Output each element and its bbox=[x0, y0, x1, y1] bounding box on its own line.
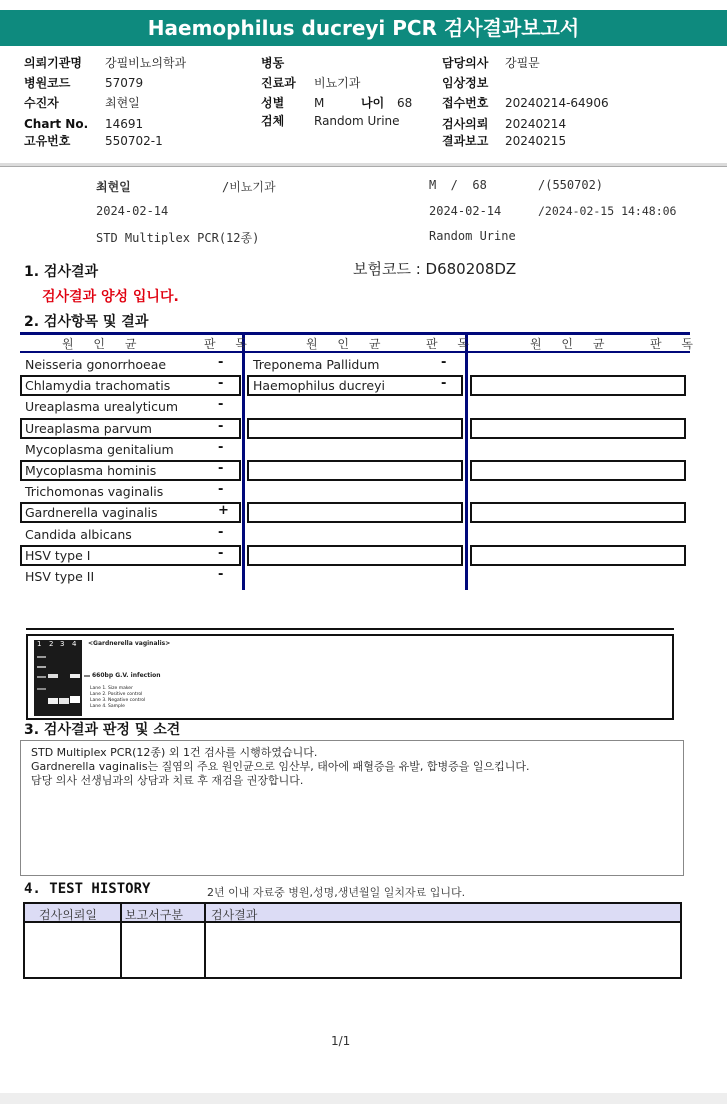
col1-organism: HSV type I bbox=[25, 547, 91, 563]
summary-name: 최현일 bbox=[96, 180, 131, 194]
info-value-request-date: 20240214 bbox=[505, 117, 567, 131]
info-value-age: 68 bbox=[397, 96, 413, 110]
col1-organism: HSV type II bbox=[25, 569, 95, 584]
opinion-line-3: 담당 의사 선생님과의 상담과 치료 후 재검을 권장합니다. bbox=[31, 774, 304, 787]
info-value-report-date: 20240215 bbox=[505, 134, 567, 148]
col1-result: - bbox=[218, 355, 224, 370]
gel-title: <Gardnerella vaginalis> bbox=[88, 640, 171, 647]
col3-row-box bbox=[470, 460, 686, 481]
summary-specimen: Random Urine bbox=[429, 229, 516, 243]
gel-lane-2: 2 bbox=[49, 640, 54, 648]
gel-band-label: 660bp G.V. infection bbox=[92, 672, 161, 679]
history-col-divider-1 bbox=[120, 904, 122, 977]
col3-header-result: 판 독 bbox=[650, 337, 701, 351]
gel-legend-2: Lane 2. Positive control bbox=[90, 692, 143, 697]
history-header-report-type: 보고서구분 bbox=[125, 908, 183, 922]
table-divider-2 bbox=[465, 332, 468, 590]
col1-result: - bbox=[218, 397, 224, 413]
col1-header-result: 판 독 bbox=[204, 337, 255, 351]
info-label-ward: 병동 bbox=[261, 56, 285, 70]
col2-row-box bbox=[247, 545, 463, 566]
info-value-chart-no: 14691 bbox=[105, 117, 144, 131]
info-label-patient: 수진자 bbox=[24, 96, 59, 110]
info-label-doctor: 담당의사 bbox=[442, 56, 489, 70]
col2-header-result: 판 독 bbox=[426, 337, 477, 351]
info-value-unique-no: 550702-1 bbox=[105, 134, 163, 148]
col2-organism: Treponema Pallidum bbox=[253, 357, 380, 372]
info-label-request-date: 검사의뢰 bbox=[442, 117, 489, 131]
col1-organism: Ureaplasma urealyticum bbox=[25, 399, 179, 415]
col1-result: - bbox=[218, 418, 224, 434]
report-title: Haemophilus ducreyi PCR 검사결과보고서 bbox=[0, 10, 727, 46]
gel-band-ladder-3 bbox=[37, 676, 46, 678]
col1-organism: Trichomonas vaginalis bbox=[25, 484, 164, 500]
info-block bbox=[0, 54, 727, 154]
col1-result: + bbox=[218, 503, 229, 519]
info-label-hospital-code: 병원코드 bbox=[24, 76, 71, 90]
info-label-specimen: 검체 bbox=[261, 114, 285, 128]
col3-row-box bbox=[470, 375, 686, 396]
col1-result: - bbox=[218, 567, 224, 582]
table-divider-1 bbox=[242, 332, 245, 590]
footer-band bbox=[0, 1093, 727, 1104]
col2-row-box bbox=[247, 460, 463, 481]
section4-title: 4. TEST HISTORY bbox=[24, 881, 151, 897]
col3-row-box bbox=[470, 418, 686, 439]
opinion-panel bbox=[20, 740, 684, 876]
col1-organism: Mycoplasma genitalium bbox=[25, 441, 174, 457]
gel-top-rule bbox=[26, 628, 674, 630]
history-header-result: 검사결과 bbox=[211, 908, 258, 922]
section3-title: 3. 검사결과 판정 및 소견 bbox=[24, 722, 181, 738]
gel-lane-1: 1 bbox=[37, 640, 42, 648]
summary-dept: /비뇨기과 bbox=[222, 180, 276, 194]
summary-id: /(550702) bbox=[538, 178, 604, 192]
info-value-doctor: 강필문 bbox=[505, 56, 540, 70]
opinion-line-2: Gardnerella vaginalis는 질염의 주요 원인균으로 임산부, 태아에 패혈증을 유발, 합병증을 일으킵니다. bbox=[31, 760, 530, 773]
info-value-requester: 강필비뇨의학과 bbox=[105, 56, 187, 70]
col1-organism: Chlamydia trachomatis bbox=[25, 378, 171, 394]
info-value-patient: 최현일 bbox=[105, 96, 140, 110]
info-value-receipt-no: 20240214-64906 bbox=[505, 96, 609, 110]
info-value-hospital-code: 57079 bbox=[105, 76, 144, 90]
info-value-sex: M bbox=[314, 96, 325, 110]
col1-organism: Ureaplasma parvum bbox=[25, 420, 152, 436]
history-note: 2년 이내 자료중 병원,성명,생년월일 일치자료 입니다. bbox=[207, 886, 466, 899]
col1-result: - bbox=[218, 461, 224, 476]
header-separator bbox=[0, 163, 727, 167]
info-label-unique-no: 고유번호 bbox=[24, 134, 71, 148]
info-label-clinical: 임상정보 bbox=[442, 76, 489, 90]
result-summary: 검사결과 양성 입니다. bbox=[42, 289, 179, 305]
info-label-age: 나이 bbox=[361, 96, 385, 110]
col1-organism: Gardnerella vaginalis bbox=[25, 505, 158, 521]
info-label-requester: 의뢰기관명 bbox=[24, 56, 82, 70]
gel-band-ladder-2 bbox=[37, 666, 46, 668]
history-header-request-date: 검사의뢰일 bbox=[39, 908, 97, 922]
gel-primer-3 bbox=[59, 698, 69, 704]
info-value-dept: 비뇨기과 bbox=[314, 76, 361, 90]
gel-primer-4 bbox=[70, 696, 80, 703]
col1-organism: Candida albicans bbox=[25, 526, 132, 542]
history-table bbox=[23, 902, 682, 979]
gel-lane-4: 4 bbox=[72, 640, 77, 648]
insurance-code: 보험코드 : D680208DZ bbox=[353, 260, 517, 278]
summary-sex-age: M / 68 bbox=[429, 178, 487, 192]
info-label-report-date: 결과보고 bbox=[442, 134, 489, 148]
history-header-bg bbox=[25, 904, 680, 923]
col1-header-organism: 원 인 균 bbox=[62, 337, 145, 351]
section2-title: 2. 검사항목 및 결과 bbox=[24, 314, 149, 330]
gel-band-positive bbox=[48, 674, 58, 678]
summary-test-name: STD Multiplex PCR(12종) bbox=[96, 231, 260, 245]
section1-title: 1. 검사결과 bbox=[24, 264, 99, 280]
history-col-divider-2 bbox=[204, 904, 206, 977]
gel-band-ladder-4 bbox=[37, 688, 46, 690]
info-label-sex: 성별 bbox=[261, 96, 285, 110]
gel-legend-1: Lane 1. Size maker bbox=[90, 686, 133, 691]
col1-result: - bbox=[218, 376, 224, 392]
col1-organism: Neisseria gonorrhoeae bbox=[25, 357, 167, 372]
col1-result: - bbox=[218, 545, 224, 561]
col2-header-organism: 원 인 균 bbox=[306, 337, 389, 351]
info-label-dept: 진료과 bbox=[261, 76, 296, 90]
info-label-receipt-no: 접수번호 bbox=[442, 96, 489, 110]
col1-result: - bbox=[218, 439, 224, 455]
col1-organism: Mycoplasma hominis bbox=[25, 463, 157, 478]
summary-date2: 2024-02-14 bbox=[429, 204, 502, 218]
info-label-chart-no: Chart No. bbox=[24, 117, 89, 131]
col2-organism: Haemophilus ducreyi bbox=[253, 378, 385, 394]
opinion-line-1: STD Multiplex PCR(12종) 외 1건 검사를 시행하였습니다. bbox=[31, 746, 318, 759]
gel-band-sample bbox=[70, 674, 80, 678]
gel-primer-2 bbox=[48, 698, 58, 704]
summary-date1: 2024-02-14 bbox=[96, 204, 169, 218]
col3-row-box bbox=[470, 545, 686, 566]
col2-row-box bbox=[247, 502, 463, 523]
summary-report-time: /2024-02-15 14:48:06 bbox=[538, 204, 677, 218]
col1-result: - bbox=[218, 524, 224, 540]
gel-band-ladder-1 bbox=[37, 656, 46, 658]
gel-legend-3: Lane 3. Negative control bbox=[90, 698, 146, 703]
col2-row-box bbox=[247, 418, 463, 439]
col3-header-organism: 원 인 균 bbox=[530, 337, 613, 351]
gel-panel bbox=[26, 634, 674, 720]
gel-legend-4: Lane 4. Sample bbox=[90, 704, 125, 709]
info-value-specimen: Random Urine bbox=[314, 114, 400, 128]
page-number: 1/1 bbox=[331, 1034, 351, 1048]
col3-row-box bbox=[470, 502, 686, 523]
col1-result: - bbox=[218, 482, 224, 498]
gel-lane-3: 3 bbox=[60, 640, 65, 648]
col2-result: - bbox=[441, 376, 447, 392]
col2-result: - bbox=[441, 355, 447, 370]
